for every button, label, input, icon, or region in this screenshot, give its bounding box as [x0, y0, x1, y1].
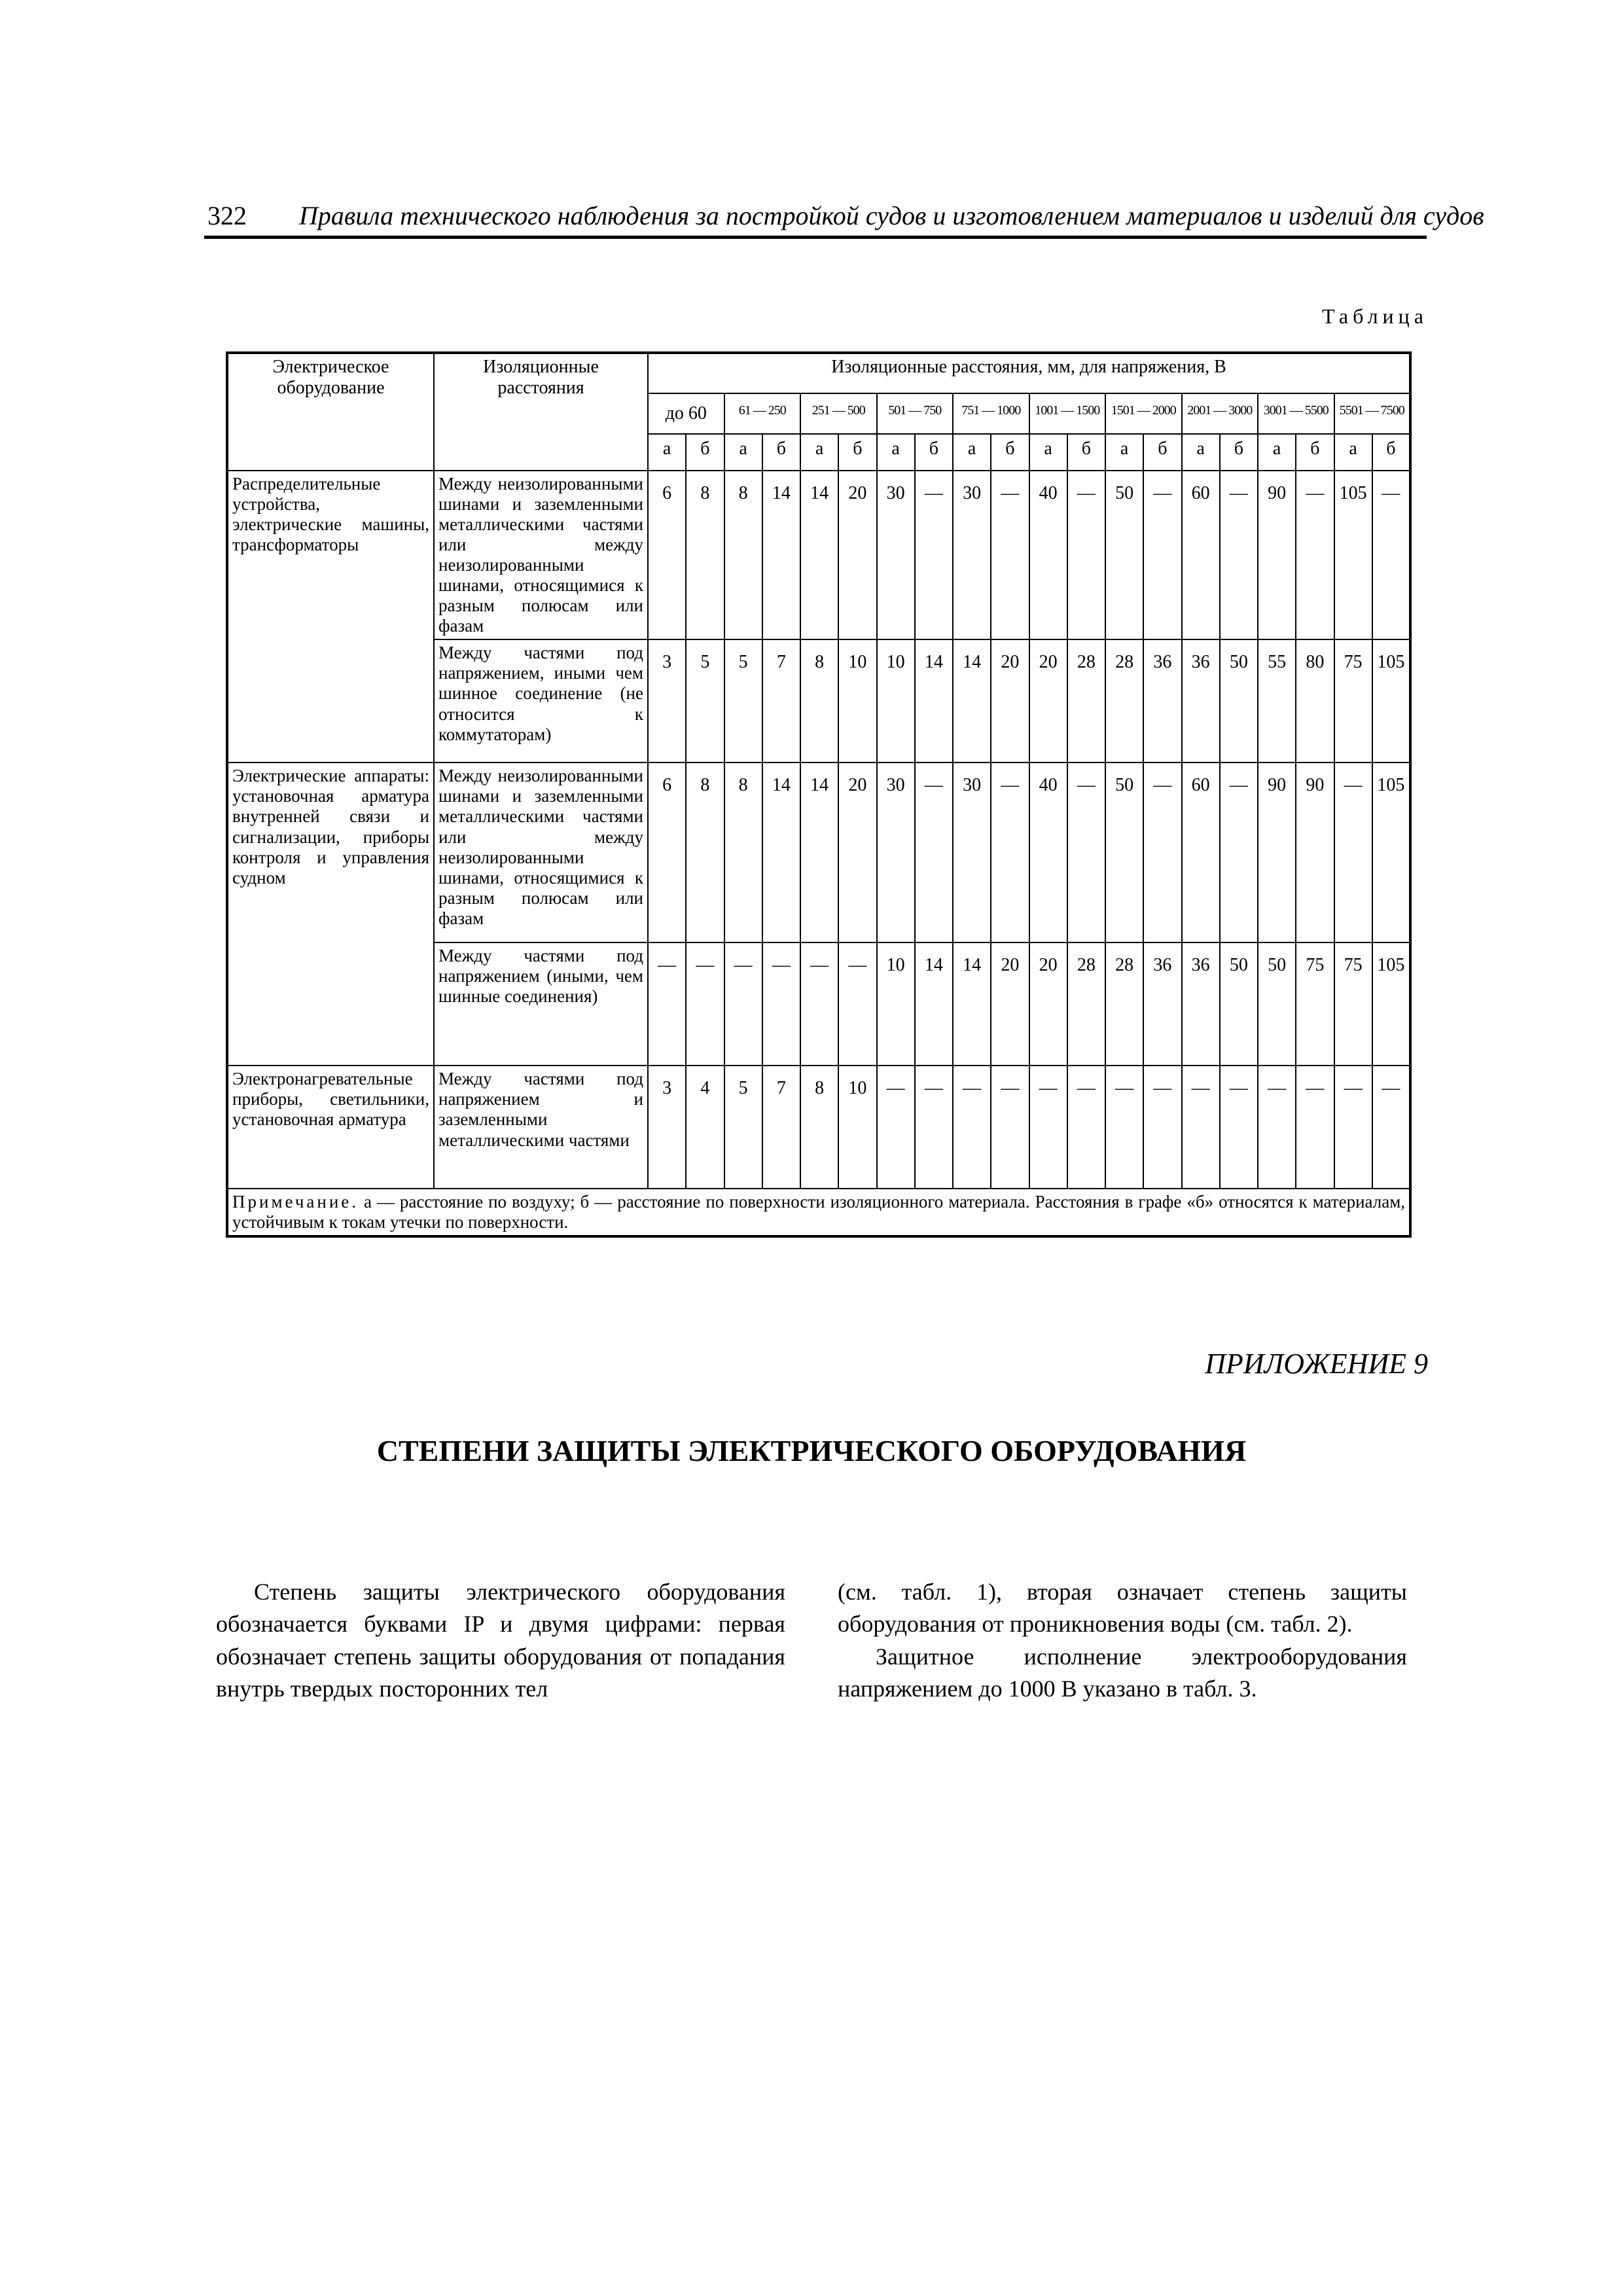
- value-cell: —: [1220, 471, 1258, 639]
- value-cell: 30: [877, 762, 915, 942]
- value-cell: —: [1334, 1066, 1372, 1189]
- value-cell: 36: [1182, 639, 1220, 762]
- value-cell: 60: [1182, 762, 1220, 942]
- value-cell: —: [991, 1066, 1029, 1189]
- subheader-surface: б: [1296, 434, 1334, 471]
- value-cell: 7: [762, 1066, 800, 1189]
- value-cell: 8: [724, 471, 762, 639]
- value-cell: 28: [1067, 639, 1105, 762]
- value-cell: 75: [1334, 639, 1372, 762]
- distance-type-cell: Между неизолированными шинами и заземленными металлическими частями или между неизолированными шинами, относящимися к разным полюсам или фазам: [434, 762, 648, 942]
- value-cell: —: [1334, 762, 1372, 942]
- value-cell: 14: [953, 639, 991, 762]
- value-cell: 80: [1296, 639, 1334, 762]
- value-cell: 6: [648, 471, 686, 639]
- subheader-air: а: [1105, 434, 1143, 471]
- voltage-range-header: 2001 — 3000: [1182, 393, 1258, 434]
- value-cell: —: [915, 1066, 953, 1189]
- table-row: [227, 471, 1410, 639]
- value-cell: 50: [1220, 942, 1258, 1066]
- value-cell: 14: [915, 639, 953, 762]
- value-cell: —: [1220, 762, 1258, 942]
- distance-type-cell: Между частями под напряжением (иными, чем шинные соединения): [434, 942, 648, 1066]
- voltage-range-header: до 60: [648, 393, 724, 434]
- value-cell: 5: [686, 639, 724, 762]
- distance-type-cell: Между неизолированными шинами и заземленными металлическими частями или между неизолированными шинами, относящимися к разным полюсам или фазам: [434, 471, 648, 639]
- voltage-range-header: 1501 — 2000: [1105, 393, 1182, 434]
- value-cell: 8: [724, 762, 762, 942]
- value-cell: 36: [1143, 639, 1181, 762]
- value-cell: 4: [686, 1066, 724, 1189]
- running-title: Правила технического наблюдения за постройкой судов и изготовлением материалов и изделий для судов: [299, 201, 1484, 230]
- subheader-surface: б: [762, 434, 800, 471]
- value-cell: 14: [953, 942, 991, 1066]
- table-row: [227, 762, 1410, 942]
- value-cell: 105: [1372, 762, 1410, 942]
- subheader-air: а: [1334, 434, 1372, 471]
- table-row: [227, 1066, 1410, 1189]
- note-label: Примечание.: [232, 1192, 359, 1212]
- table-label: Таблица: [1322, 304, 1428, 328]
- voltage-range-header: 751 — 1000: [953, 393, 1029, 434]
- value-cell: 55: [1258, 639, 1296, 762]
- value-cell: 14: [800, 762, 838, 942]
- value-cell: 30: [953, 762, 991, 942]
- subheader-air: а: [953, 434, 991, 471]
- voltage-range-header: 61 — 250: [724, 393, 801, 434]
- value-cell: 28: [1105, 639, 1143, 762]
- equipment-cell: Электронагревательные приборы, светильники, установочная арматура: [227, 1066, 434, 1189]
- value-cell: 8: [686, 471, 724, 639]
- subheader-surface: б: [991, 434, 1029, 471]
- value-cell: 105: [1334, 471, 1372, 639]
- value-cell: 20: [991, 942, 1029, 1066]
- value-cell: 10: [877, 639, 915, 762]
- running-header: [204, 196, 1484, 239]
- value-cell: 8: [800, 639, 838, 762]
- value-cell: 5: [724, 639, 762, 762]
- value-cell: 40: [1029, 762, 1067, 942]
- value-cell: —: [1143, 471, 1181, 639]
- subheader-surface: б: [1372, 434, 1410, 471]
- voltage-range-header: 501 — 750: [877, 393, 954, 434]
- insulation-distance-table: [226, 351, 1412, 1238]
- body-paragraph: (см. табл. 1), вторая означает степень защиты оборудования от проникновения воды (см. табл. 2).: [838, 1579, 1407, 1638]
- value-cell: —: [1143, 762, 1181, 942]
- subheader-air: а: [800, 434, 838, 471]
- body-paragraph: Степень защиты электрического оборудования обозначается буквами IP и двумя цифрами: первая обозначает степень защиты оборудования от попадания внутрь твердых посторонних тел: [216, 1579, 785, 1702]
- value-cell: 60: [1182, 471, 1220, 639]
- subheader-surface: б: [686, 434, 724, 471]
- body-paragraph: Защитное исполнение электрооборудования напряжением до 1000 В указано в табл. 3.: [838, 1643, 1407, 1702]
- value-cell: 8: [800, 1066, 838, 1189]
- value-cell: —: [953, 1066, 991, 1189]
- value-cell: 20: [1029, 639, 1067, 762]
- body-column-left: [216, 1576, 785, 1705]
- value-cell: —: [762, 942, 800, 1066]
- subheader-air: а: [877, 434, 915, 471]
- header-equipment: Электрическое оборудование: [227, 353, 434, 471]
- subheader-surface: б: [915, 434, 953, 471]
- value-cell: 28: [1105, 942, 1143, 1066]
- value-cell: 14: [762, 762, 800, 942]
- value-cell: 90: [1258, 471, 1296, 639]
- table-note: [227, 1189, 1410, 1236]
- voltage-range-header: 251 — 500: [800, 393, 877, 434]
- note-text: а — расстояние по воздуху; б — расстояние по поверхности изоляционного материала. Расстояния в графе «б» относятся к материалам, устойчивым к токам утечки по поверхности.: [232, 1192, 1406, 1232]
- value-cell: 20: [838, 762, 876, 942]
- voltage-range-header: 1001 — 1500: [1029, 393, 1106, 434]
- value-cell: —: [838, 942, 876, 1066]
- value-cell: —: [877, 1066, 915, 1189]
- value-cell: —: [1182, 1066, 1220, 1189]
- equipment-cell: Электрические аппараты: установочная арматура внутренней связи и сигнализации, приборы контроля и управления судном: [227, 762, 434, 1066]
- value-cell: 20: [1029, 942, 1067, 1066]
- value-cell: —: [1105, 1066, 1143, 1189]
- body-column-right: [838, 1576, 1407, 1705]
- value-cell: 50: [1105, 471, 1143, 639]
- header-distances: Изоляционные расстояния: [434, 353, 648, 471]
- value-cell: 20: [991, 639, 1029, 762]
- value-cell: —: [1296, 471, 1334, 639]
- value-cell: —: [1372, 471, 1410, 639]
- value-cell: 28: [1067, 942, 1105, 1066]
- subheader-air: а: [1258, 434, 1296, 471]
- subheader-surface: б: [1220, 434, 1258, 471]
- value-cell: —: [1296, 1066, 1334, 1189]
- value-cell: 14: [800, 471, 838, 639]
- value-cell: 50: [1220, 639, 1258, 762]
- value-cell: 75: [1296, 942, 1334, 1066]
- value-cell: —: [1258, 1066, 1296, 1189]
- value-cell: 14: [915, 942, 953, 1066]
- subheader-air: а: [724, 434, 762, 471]
- section-title: СТЕПЕНИ ЗАЩИТЫ ЭЛЕКТРИЧЕСКОГО ОБОРУДОВАНИЯ: [376, 1434, 1247, 1467]
- value-cell: —: [1372, 1066, 1410, 1189]
- value-cell: —: [724, 942, 762, 1066]
- value-cell: 8: [686, 762, 724, 942]
- value-cell: —: [1067, 471, 1105, 639]
- equipment-cell: Распределительные устройства, электрические машины, трансформаторы: [227, 471, 434, 762]
- value-cell: 7: [762, 639, 800, 762]
- value-cell: —: [1067, 762, 1105, 942]
- value-cell: 10: [838, 639, 876, 762]
- value-cell: —: [1067, 1066, 1105, 1189]
- header-voltage-group: Изоляционные расстояния, мм, для напряжения, В: [648, 353, 1410, 393]
- subheader-surface: б: [838, 434, 876, 471]
- value-cell: 5: [724, 1066, 762, 1189]
- value-cell: 3: [648, 639, 686, 762]
- value-cell: —: [1143, 1066, 1181, 1189]
- value-cell: 75: [1334, 942, 1372, 1066]
- value-cell: —: [991, 762, 1029, 942]
- value-cell: —: [991, 471, 1029, 639]
- distance-type-cell: Между частями под напряжением, иными чем шинное соединение (не относится к коммутаторам): [434, 639, 648, 762]
- value-cell: 40: [1029, 471, 1067, 639]
- voltage-range-header: 3001 — 5500: [1258, 393, 1334, 434]
- value-cell: —: [800, 942, 838, 1066]
- voltage-range-header: 5501 — 7500: [1334, 393, 1411, 434]
- appendix-label: ПРИЛОЖЕНИЕ 9: [1205, 1348, 1428, 1380]
- subheader-air: а: [1029, 434, 1067, 471]
- value-cell: —: [1220, 1066, 1258, 1189]
- value-cell: 10: [877, 942, 915, 1066]
- value-cell: 14: [762, 471, 800, 639]
- value-cell: 90: [1258, 762, 1296, 942]
- subheader-surface: б: [1143, 434, 1181, 471]
- value-cell: —: [915, 471, 953, 639]
- value-cell: 50: [1258, 942, 1296, 1066]
- page-number: 322: [207, 201, 247, 230]
- value-cell: —: [915, 762, 953, 942]
- value-cell: 30: [877, 471, 915, 639]
- value-cell: 10: [838, 1066, 876, 1189]
- value-cell: 50: [1105, 762, 1143, 942]
- value-cell: —: [1029, 1066, 1067, 1189]
- value-cell: 20: [838, 471, 876, 639]
- subheader-air: а: [1182, 434, 1220, 471]
- value-cell: 3: [648, 1066, 686, 1189]
- value-cell: 36: [1143, 942, 1181, 1066]
- value-cell: —: [648, 942, 686, 1066]
- value-cell: 6: [648, 762, 686, 942]
- value-cell: 30: [953, 471, 991, 639]
- value-cell: 90: [1296, 762, 1334, 942]
- value-cell: 36: [1182, 942, 1220, 1066]
- subheader-air: а: [648, 434, 686, 471]
- subheader-surface: б: [1067, 434, 1105, 471]
- value-cell: 105: [1372, 942, 1410, 1066]
- value-cell: —: [686, 942, 724, 1066]
- value-cell: 105: [1372, 639, 1410, 762]
- distance-type-cell: Между частями под напряжением и заземленными металлическими частями: [434, 1066, 648, 1189]
